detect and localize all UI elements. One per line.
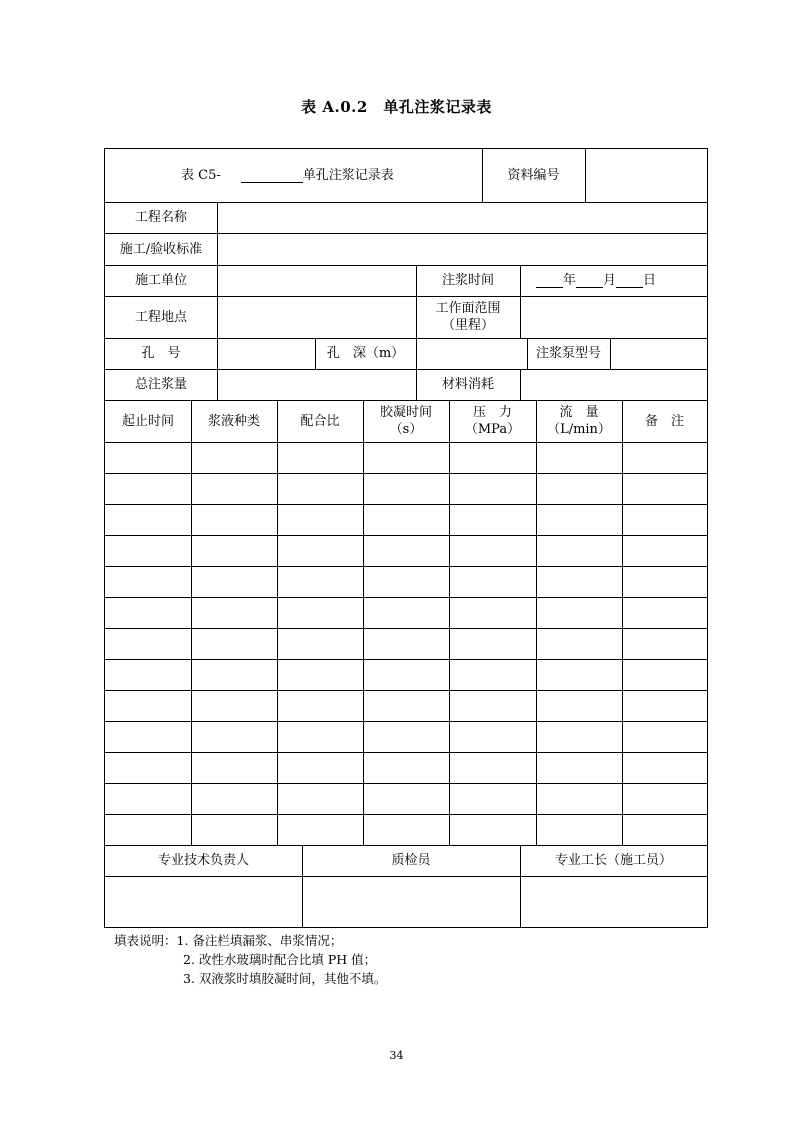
col-header-time: 起止时间 — [121, 413, 174, 429]
doc-no-label: 资料编号 — [507, 168, 560, 183]
day-blank — [616, 273, 643, 288]
sig-qc-field[interactable] — [302, 876, 520, 927]
contractor-label: 施工单位 — [134, 273, 187, 288]
sig-foreman-label: 专业工长（施工员） — [554, 853, 672, 868]
grout-date-field[interactable] — [520, 265, 707, 296]
project-name-label: 工程名称 — [134, 210, 187, 225]
standard-field[interactable] — [217, 233, 707, 265]
face-range-line1: 工作面范围 — [435, 301, 501, 316]
face-range-line2: （里程） — [441, 318, 494, 333]
notes-line-1 — [114, 931, 386, 950]
col-header-ratio: 配合比 — [300, 413, 340, 429]
note-item-2: 2. 改性水玻璃时配合比填 PH 值； — [183, 952, 377, 967]
form-prefix: 表 C5- — [181, 168, 221, 183]
col-header-remarks: 备 注 — [644, 413, 684, 429]
doc-no-field[interactable] — [585, 149, 707, 202]
col-header-pressure: 压 力 （MPa） — [464, 405, 521, 437]
note-item-1: 1. 备注栏填漏浆、串浆情况； — [176, 933, 343, 948]
location-label: 工程地点 — [134, 309, 187, 325]
standard-label: 施工/验收标准 — [119, 241, 203, 257]
col-header-gel-time: 胶凝时间 （s） — [379, 405, 432, 437]
col-header-flow: 流 量 （L/min） — [547, 405, 611, 437]
grout-time-label: 注浆时间 — [441, 273, 494, 288]
year-blank — [536, 273, 563, 288]
hole-no-label: 孔 号 — [141, 346, 181, 361]
form-code-blank — [241, 168, 303, 183]
face-range-label — [416, 296, 520, 338]
sig-tech-lead-field[interactable] — [105, 876, 302, 927]
note-item-3: 3. 双液浆时填胶凝时间，其他不填。 — [183, 971, 387, 986]
form-notes — [114, 931, 386, 988]
sig-foreman-field[interactable] — [520, 876, 707, 927]
day-label: 日 — [643, 273, 657, 288]
hole-depth-label: 孔 深（m） — [326, 346, 405, 361]
month-label: 月 — [603, 273, 617, 288]
sig-qc-label: 质检员 — [391, 853, 431, 868]
year-label: 年 — [563, 273, 577, 288]
form-name: 单孔注浆记录表 — [302, 168, 394, 183]
project-name-field[interactable] — [217, 202, 707, 233]
page-title: 表 A.0.2 单孔注浆记录表 — [301, 98, 492, 116]
col-header-grout-type: 浆液种类 — [207, 413, 260, 429]
notes-label: 填表说明： — [114, 933, 177, 948]
form-code-header — [105, 149, 482, 202]
material-label: 材料消耗 — [441, 377, 494, 392]
grouting-record-form — [104, 148, 708, 928]
page-number: 34 — [389, 1049, 404, 1062]
month-blank — [576, 273, 603, 288]
sig-tech-lead-label: 专业技术负责人 — [157, 853, 249, 868]
pump-model-label: 注浆泵型号 — [535, 346, 601, 361]
total-volume-label: 总注浆量 — [134, 377, 187, 392]
